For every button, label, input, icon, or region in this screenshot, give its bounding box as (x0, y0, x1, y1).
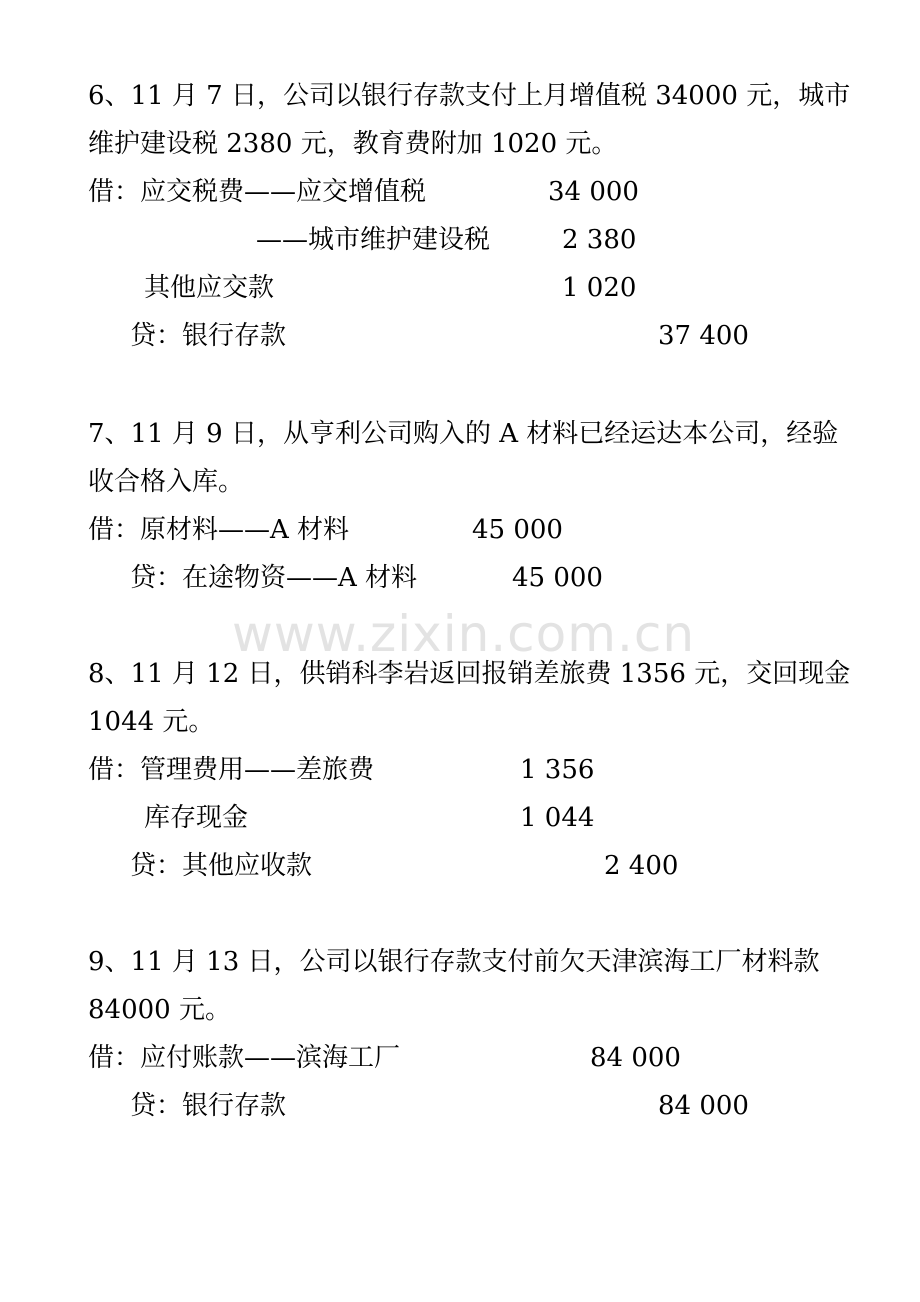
entry-8-debit-label-2: 库存现金 (144, 803, 249, 833)
entry-7-credit-amount: 45 000 (512, 563, 603, 593)
entry-8-debit-amount-1: 1 356 (520, 755, 595, 785)
entry-8-question-line-1: 8、11 月 12 日，供销科李岩返回报销差旅费 1356 元，交回现金 (88, 659, 851, 689)
entry-9-question-line-1: 9、11 月 13 日，公司以银行存款支付前欠天津滨海工厂材料款 (88, 947, 820, 977)
entry-7-debit-label: 借：原材料——A 材料 (88, 515, 350, 545)
entry-6-debit-amount-3: 1 020 (562, 273, 637, 303)
entry-8-debit-amount-2: 1 044 (520, 803, 595, 833)
entry-9-debit-amount: 84 000 (590, 1043, 681, 1073)
entry-7-debit-amount: 45 000 (472, 515, 563, 545)
entry-6-debit-label-3: 其他应交款 (144, 273, 275, 303)
entry-6-credit-label: 贷：银行存款 (130, 321, 287, 351)
entry-9-credit-label: 贷：银行存款 (130, 1091, 287, 1121)
entry-6-debit-amount-1: 34 000 (548, 177, 639, 207)
entry-8-credit-label: 贷：其他应收款 (130, 851, 313, 881)
entry-7-credit-label: 贷：在途物资——A 材料 (130, 563, 418, 593)
entry-9-question-line-2: 84000 元。 (88, 995, 231, 1025)
entry-6-debit-label-2: ——城市维护建设税 (256, 225, 491, 255)
entry-6-debit-amount-2: 2 380 (562, 225, 637, 255)
entry-6-question-line-2: 维护建设税 2380 元，教育费附加 1020 元。 (88, 129, 618, 159)
entry-8-debit-label-1: 借：管理费用——差旅费 (88, 755, 375, 785)
entry-6-question-line-1: 6、11 月 7 日，公司以银行存款支付上月增值税 34000 元，城市 (88, 81, 851, 111)
entry-9-credit-amount: 84 000 (658, 1091, 749, 1121)
entry-7-question-line-1: 7、11 月 9 日，从亨利公司购入的 A 材料已经运达本公司，经验 (88, 419, 839, 449)
entry-9-debit-label: 借：应付账款——滨海工厂 (88, 1043, 401, 1073)
entry-6-debit-label-1: 借：应交税费——应交增值税 (88, 177, 427, 207)
entry-7-question-line-2: 收合格入库。 (88, 467, 245, 497)
entry-8-question-line-2: 1044 元。 (88, 707, 215, 737)
watermark: www.zixin.com.cn (232, 605, 696, 663)
entry-6-credit-amount: 37 400 (658, 321, 749, 351)
entry-8-credit-amount: 2 400 (604, 851, 679, 881)
